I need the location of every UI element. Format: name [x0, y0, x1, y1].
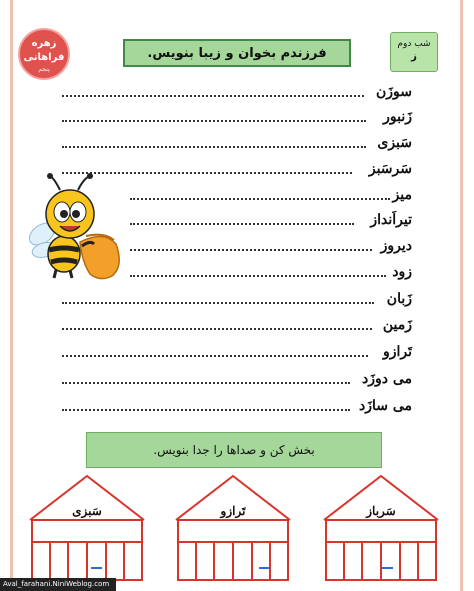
syllable-house: [28, 474, 146, 582]
lesson-tag-night: شب دوم: [397, 39, 431, 49]
writing-line: [130, 198, 390, 200]
writing-line: [130, 223, 354, 225]
word-label: زَبان: [386, 291, 412, 307]
word-row: [62, 287, 412, 309]
logo-line-1: زهره: [31, 38, 57, 49]
right-margin-line: [460, 0, 463, 591]
writing-line: [62, 120, 366, 122]
house-word: سَبزی: [72, 504, 102, 518]
house-frame: [174, 474, 292, 582]
word-row: [62, 340, 412, 362]
word-label: زَنبور: [383, 109, 412, 125]
writing-line: [62, 302, 374, 304]
writing-line: [62, 95, 364, 97]
word-label: دیروز: [380, 238, 412, 254]
house-word: تَرازو: [220, 504, 246, 518]
word-label: سَرسَبز: [368, 161, 412, 177]
word-label: تَرازو: [382, 344, 412, 360]
word-label: سَبزی: [377, 135, 412, 151]
writing-line: [62, 328, 372, 330]
syllable-house: [174, 474, 292, 582]
writing-line: [130, 249, 372, 251]
writing-line: [62, 146, 366, 148]
bee-illustration: [20, 172, 128, 284]
lesson-tag: [390, 32, 438, 72]
writing-line: [62, 382, 350, 384]
lesson-tag-letter: ز: [411, 51, 417, 62]
house-frame: [322, 474, 440, 582]
logo-line-2: فراهانی: [23, 52, 65, 63]
writing-line: [130, 275, 386, 277]
writing-line: [62, 355, 368, 357]
word-label: سوزَن: [375, 84, 412, 100]
word-label: میز: [392, 187, 412, 203]
left-margin-line: [10, 0, 13, 591]
house-word: سَرباز: [366, 504, 396, 518]
word-label: تیراَنداز: [370, 212, 412, 228]
syllable-task-instruction: بخش کن و صداها را جدا بنویس.: [86, 432, 382, 468]
word-row: [62, 105, 412, 127]
word-row: [62, 131, 412, 153]
writing-line: [62, 409, 350, 411]
word-label: می دوزَد: [361, 371, 412, 387]
author-logo: [18, 28, 70, 80]
syllable-house: [322, 474, 440, 582]
instruction-title: فرزندم بخوان و زیبا بنویس.: [123, 39, 351, 67]
source-watermark: Aval_farahani.NiniWeblog.com: [0, 578, 116, 591]
word-label: زَمین: [382, 317, 412, 333]
word-row: [62, 313, 412, 335]
word-row: [62, 367, 412, 389]
word-label: می سازَد: [358, 398, 412, 414]
word-row: [62, 80, 412, 102]
word-row: [62, 394, 412, 416]
word-label: زود: [392, 264, 412, 280]
logo-line-3: پنجم: [38, 66, 50, 73]
house-frame: [28, 474, 146, 582]
